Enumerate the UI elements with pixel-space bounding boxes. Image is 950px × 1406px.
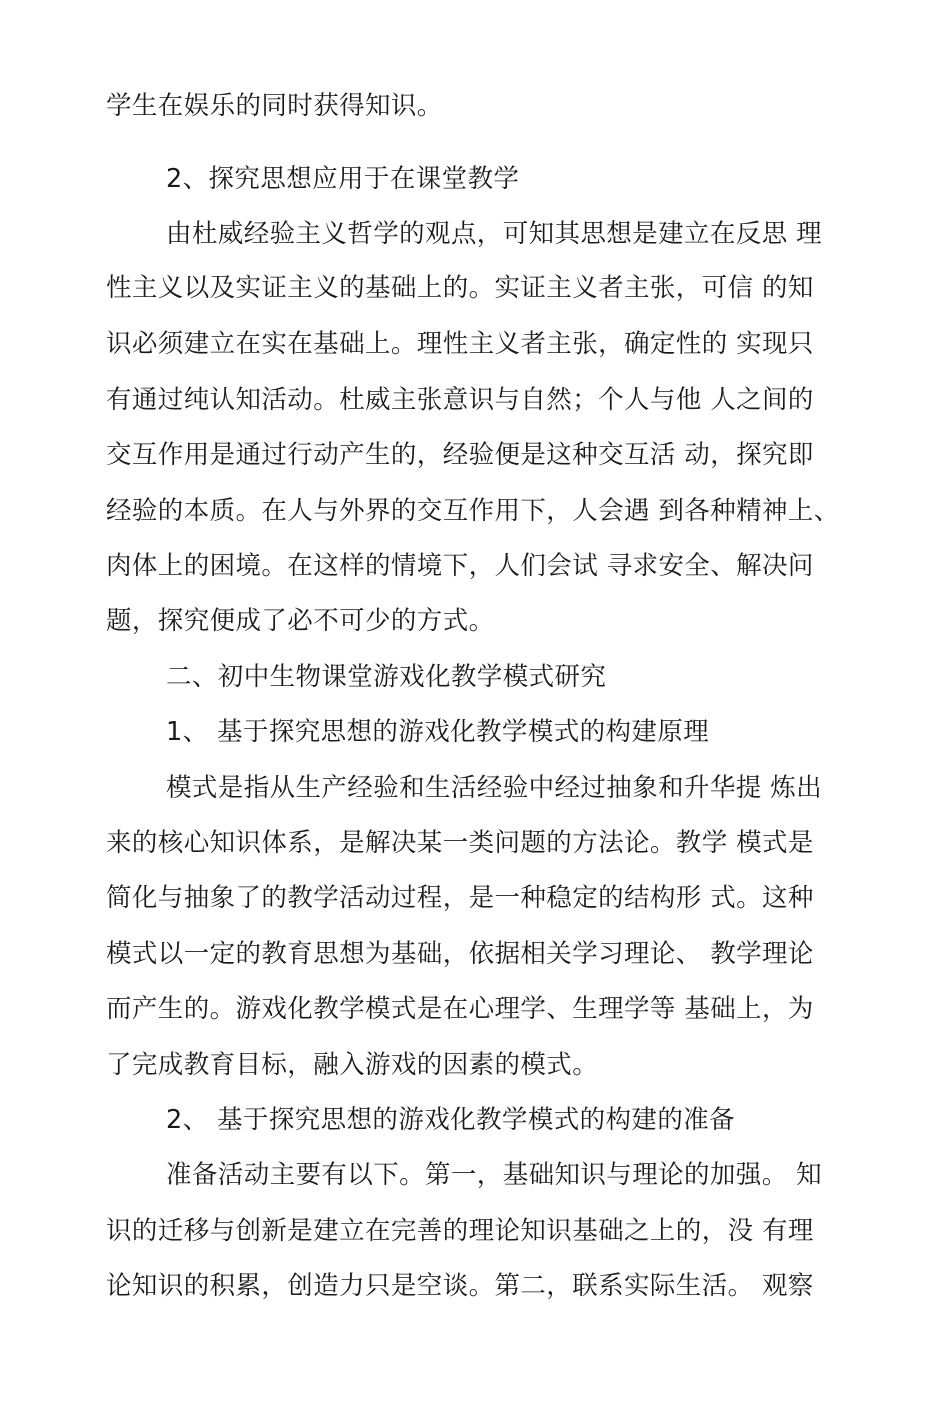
paragraph-line: 经验的本质。在人与外界的交互作用下，人会遇 到各种精神上、 bbox=[106, 496, 840, 526]
paragraph-line: 交互作用是通过行动产生的，经验便是这种交互活 动，探究即 bbox=[106, 440, 814, 470]
paragraph-line: 了完成教育目标，融入游戏的因素的模式。 bbox=[106, 1050, 599, 1080]
section-heading: 二、初中生物课堂游戏化教学模式研究 bbox=[166, 662, 607, 692]
paragraph-line: 模式是指从生产经验和生活经验中经过抽象和升华提 炼出 bbox=[166, 773, 823, 803]
subsection-heading: 1、 基于探究思想的游戏化教学模式的构建原理 bbox=[166, 717, 710, 747]
section-heading: 2、探究思想应用于在课堂教学 bbox=[166, 164, 520, 194]
paragraph-line: 模式以一定的教育思想为基础，依据相关学习理论、 教学理论 bbox=[106, 939, 814, 969]
paragraph-line: 由杜威经验主义哲学的观点，可知其思想是建立在反思 理 bbox=[166, 219, 823, 249]
paragraph-line: 有通过纯认知活动。杜威主张意识与自然；个人与他 人之间的 bbox=[106, 385, 814, 415]
paragraph-line: 肉体上的困境。在这样的情境下，人们会试 寻求安全、解决问 bbox=[106, 551, 814, 581]
paragraph-line: 题，探究便成了必不可少的方式。 bbox=[106, 606, 495, 636]
paragraph-line: 学生在娱乐的同时获得知识。 bbox=[106, 91, 443, 121]
paragraph-line: 识必须建立在实在基础上。理性主义者主张，确定性的 实现只 bbox=[106, 329, 814, 359]
paragraph-line: 识的迁移与创新是建立在完善的理论知识基础之上的，没 有理 bbox=[106, 1216, 814, 1246]
paragraph-line: 论知识的积累，创造力只是空谈。第二，联系实际生活。 观察 bbox=[106, 1271, 814, 1301]
paragraph-line: 简化与抽象了的教学活动过程，是一种稳定的结构形 式。这种 bbox=[106, 883, 814, 913]
paragraph-line: 而产生的。游戏化教学模式是在心理学、生理学等 基础上，为 bbox=[106, 994, 814, 1024]
paragraph-line: 性主义以及实证主义的基础上的。实证主义者主张，可信 的知 bbox=[106, 273, 814, 303]
paragraph-line: 来的核心知识体系，是解决某一类问题的方法论。教学 模式是 bbox=[106, 828, 814, 858]
paragraph-line: 准备活动主要有以下。第一，基础知识与理论的加强。 知 bbox=[166, 1160, 823, 1190]
subsection-heading: 2、 基于探究思想的游戏化教学模式的构建的准备 bbox=[166, 1105, 736, 1135]
